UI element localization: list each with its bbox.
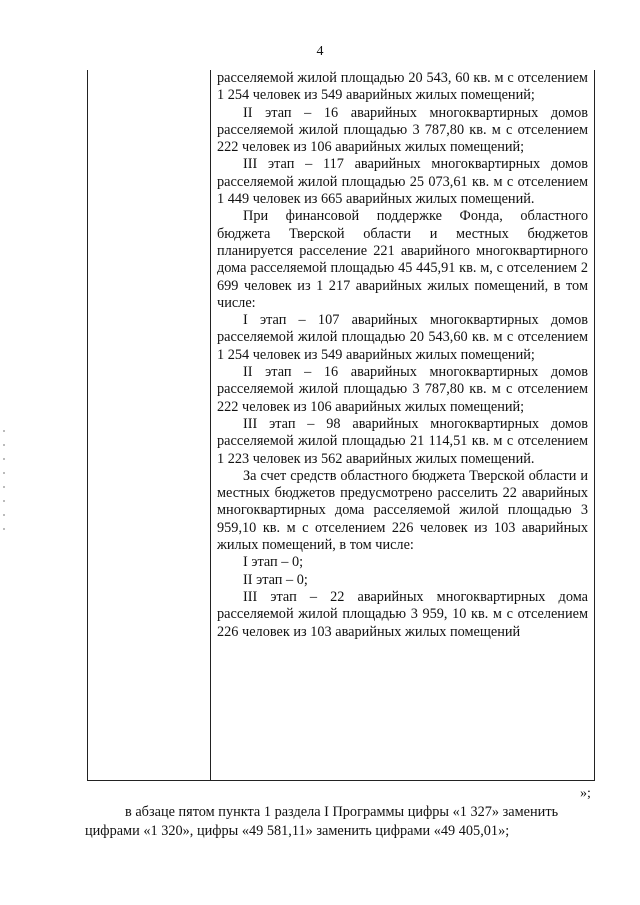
amendment-line-1: в абзаце пятом пункта 1 раздела I Программы цифры «1 327» заменить	[125, 804, 559, 820]
amendment-line-2: цифрами «1 320», цифры «49 581,11» заменить цифрами «49 405,01»;	[85, 823, 510, 839]
document-table	[87, 70, 595, 781]
table-paragraph: III этап – 117 аварийных многоквартирных домов расселяемой жилой площадью 25 073,61 кв. м с отселением 1 449 человек из 665 аварийных жилых помещений.	[217, 156, 588, 208]
margin-marks	[3, 430, 5, 530]
closing-quote-mark: »;	[580, 786, 591, 801]
table-paragraph: II этап – 16 аварийных многоквартирных домов расселяемой жилой площадью 3 787,80 кв. м с отселением 222 человек из 106 аварийных жилых помещений;	[217, 364, 588, 415]
table-paragraph: III этап – 98 аварийных многоквартирных домов расселяемой жилой площадью 21 114,51 кв. м с отселением 1 223 человек из 562 аварийных жилых помещений.	[217, 415, 588, 467]
table-paragraph: III этап – 22 аварийных многоквартирных дома расселяемой жилой площадью 3 959, 10 кв. м с отселением 226 человек из 103 аварийных жилых помещений	[217, 588, 588, 640]
amendment-paragraph	[85, 803, 595, 841]
table-left-column	[88, 70, 211, 780]
table-paragraph: II этап – 0;	[243, 571, 308, 588]
table-paragraph: За счет средств областного бюджета Тверской области и местных бюджетов предусмотрено расселить 22 аварийных многоквартирных дома расселяемой жилой площадью 3 959,10 кв. м с отселением 226 человек из 103 аварийных жилых помещений, в том числе:	[217, 467, 588, 554]
table-paragraph: расселяемой жилой площадью 20 543, 60 кв. м с отселением 1 254 человек из 549 аварийных жилых помещений;	[217, 70, 588, 104]
page-number: 4	[316, 44, 324, 59]
table-paragraph: I этап – 0;	[243, 554, 304, 571]
table-paragraph: II этап – 16 аварийных многоквартирных домов расселяемой жилой площадью 3 787,80 кв. м с отселением 222 человек из 106 аварийных жилых помещений;	[217, 104, 588, 156]
table-paragraph: При финансовой поддержке Фонда, областного бюджета Тверской области и местных бюджетов планируется расселение 221 аварийного многоквартирного дома расселяемой площадью 45 445,91 кв. м, с отселением 2 699 человек из 1 217 аварийных жилых помещений, в том числе:	[217, 208, 588, 311]
table-paragraph: I этап – 107 аварийных многоквартирных домов расселяемой жилой площадью 20 543,60 кв. м с отселением 1 254 человек из 549 аварийных жилых помещений;	[217, 312, 588, 363]
table-right-column	[211, 70, 594, 780]
